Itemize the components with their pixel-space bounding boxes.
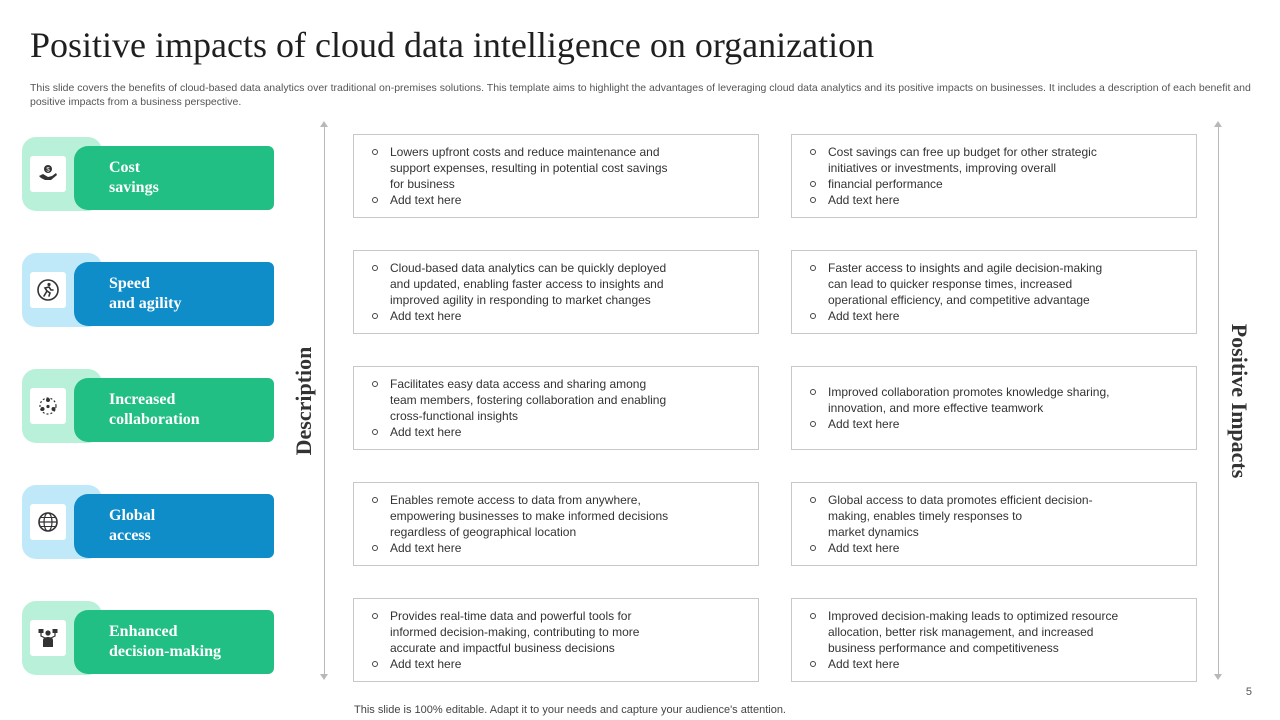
globe-icon <box>30 504 66 540</box>
description-box-global-access <box>353 482 759 566</box>
axis-left-label: Description <box>291 346 316 456</box>
description-line: Add text here <box>370 540 668 556</box>
impact-line: innovation, and more effective teamwork <box>828 401 1044 415</box>
description-line: improved agility in responding to market changes <box>390 293 651 307</box>
impact-line: Add text here <box>808 656 1118 672</box>
impact-line: making, enables timely responses to <box>828 509 1023 523</box>
axis-right-arrow-down <box>1214 674 1222 680</box>
impact-line: Add text here <box>808 308 1102 324</box>
axis-right-label: Positive Impacts <box>1227 323 1252 479</box>
impact-box-decision-making <box>791 598 1197 682</box>
axis-left-arrow-down <box>320 674 328 680</box>
description-line: Cloud-based data analytics can be quickly deployed <box>370 260 666 276</box>
description-line: Enables remote access to data from anywhere, <box>370 492 668 508</box>
description-line: Lowers upfront costs and reduce maintenance and <box>370 144 668 160</box>
description-box-cost-savings <box>353 134 759 218</box>
description-box-collaboration <box>353 366 759 450</box>
description-line: and updated, enabling faster access to insights and <box>390 277 664 291</box>
benefit-label: Enhanced decision-making <box>109 623 222 660</box>
axis-left-line <box>324 127 325 675</box>
impact-line: Improved collaboration promotes knowledge sharing, <box>808 384 1110 400</box>
benefit-label-box <box>74 146 274 210</box>
impact-line: Add text here <box>808 192 1097 208</box>
impact-line: operational efficiency, and competitive advantage <box>828 293 1090 307</box>
description-line: Add text here <box>370 424 666 440</box>
footer-note: This slide is 100% editable. Adapt it to your needs and capture your audience's attention. <box>354 704 786 716</box>
axis-right-line <box>1218 127 1219 675</box>
benefit-global-access <box>22 485 274 559</box>
description-box-decision-making <box>353 598 759 682</box>
description-line: informed decision-making, contributing to more <box>390 625 640 639</box>
impact-box-cost-savings <box>791 134 1197 218</box>
page-number: 5 <box>1245 686 1252 698</box>
svg-text:$: $ <box>46 167 50 174</box>
description-line: team members, fostering collaboration and enabling <box>390 393 667 407</box>
impact-line: Add text here <box>808 540 1093 556</box>
impact-line: business performance and competitiveness <box>828 641 1059 655</box>
description-line: for business <box>390 177 455 191</box>
impact-line: Cost savings can free up budget for other strategic <box>808 144 1097 160</box>
description-line: Facilitates easy data access and sharing among <box>370 376 666 392</box>
benefit-label: Speed and agility <box>109 275 182 312</box>
description-line: regardless of geographical location <box>390 525 577 539</box>
presenter-icon <box>30 620 66 656</box>
impact-box-global-access <box>791 482 1197 566</box>
impact-line: initiatives or investments, improving overall <box>828 161 1057 175</box>
impact-line: can lead to quicker response times, increased <box>828 277 1073 291</box>
description-box-speed-agility <box>353 250 759 334</box>
impact-box-collaboration <box>791 366 1197 450</box>
impact-line: Add text here <box>808 416 1110 432</box>
benefit-label: Increased collaboration <box>109 391 200 428</box>
benefit-label-box <box>74 378 274 442</box>
hands-money-icon <box>30 156 66 192</box>
page-title: Positive impacts of cloud data intelligence on organization <box>30 25 875 65</box>
description-line: accurate and impactful business decisions <box>390 641 615 655</box>
description-line: support expenses, resulting in potential cost savings <box>390 161 668 175</box>
impact-box-speed-agility <box>791 250 1197 334</box>
runner-icon <box>30 272 66 308</box>
impact-line: allocation, better risk management, and increased <box>828 625 1094 639</box>
benefit-increased-collaboration <box>22 369 274 443</box>
benefit-enhanced-decision-making <box>22 601 274 675</box>
benefit-label-box <box>74 494 274 558</box>
benefit-speed-agility <box>22 253 274 327</box>
benefit-label-box <box>74 610 274 674</box>
benefit-cost-savings <box>22 137 274 211</box>
team-network-icon <box>30 388 66 424</box>
description-line: Add text here <box>370 656 639 672</box>
impact-line: market dynamics <box>828 525 919 539</box>
impact-line: Faster access to insights and agile decision-making <box>808 260 1102 276</box>
impact-line: financial performance <box>808 176 1097 192</box>
description-line: cross-functional insights <box>390 409 519 423</box>
benefit-label: Cost savings <box>109 159 159 196</box>
description-line: Provides real-time data and powerful tools for <box>370 608 639 624</box>
description-line: Add text here <box>370 308 666 324</box>
impact-line: Improved decision-making leads to optimized resource <box>808 608 1118 624</box>
benefit-label: Global access <box>109 507 156 544</box>
description-line: Add text here <box>370 192 668 208</box>
impact-line: Global access to data promotes efficient decision- <box>808 492 1093 508</box>
benefit-label-box <box>74 262 274 326</box>
description-line: empowering businesses to make informed decisions <box>390 509 669 523</box>
page-subtitle: This slide covers the benefits of cloud-based data analytics over traditional on-premises solutions. This template aims to highlight the advantages of leveraging cloud data analytics and its positive impacts on businesses. It includes a description of each benefit and positive impacts from a business perspective. <box>30 82 1251 108</box>
